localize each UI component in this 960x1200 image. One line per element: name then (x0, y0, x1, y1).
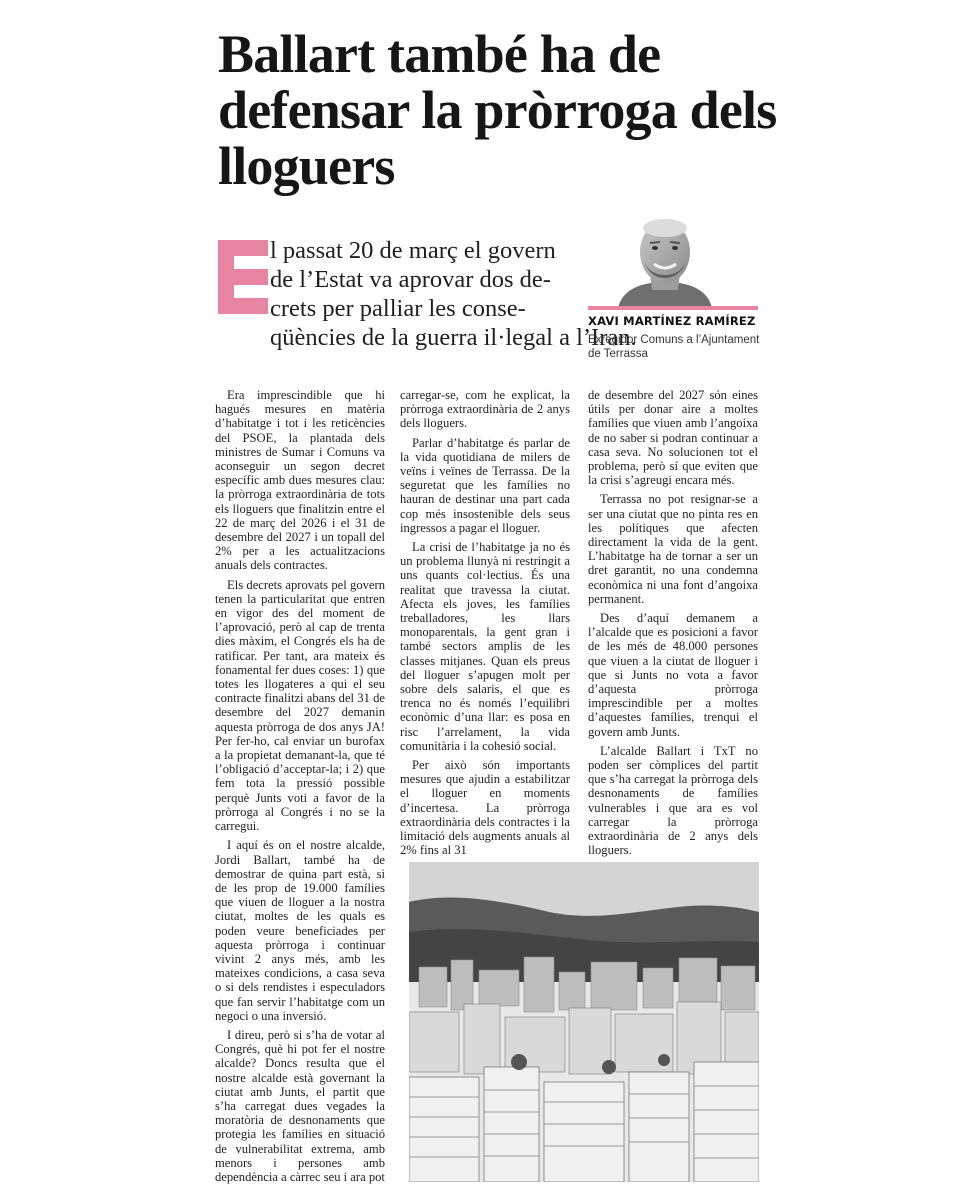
cityscape-photo (409, 862, 759, 1182)
paragraph: Des d’aquí demanem a l’alcalde que es posicioni a favor de les més de 48.000 persones que viuen a la ciutat de lloguer i que si Junts no vota a favor d’aquesta pròrroga imprescindible per a moltes d’aquestes famílies, trenqui el govern amb Junts. (588, 611, 758, 739)
lede-line-4: qüències de la guerra il·legal a l’Iran. (270, 324, 637, 351)
author-role: Exregidor Comuns a l’Ajuntament de Terrassa (588, 334, 760, 360)
paragraph: I aquí és on el nostre alcalde, Jordi Ballart, també ha de demostrar de quina part està, si de les prop de 19.000 famílies que viuen de lloguer a la nostra ciutat, moltes de les quals es poden veure beneficiades per aquesta pròrroga i continuar vivint 2 anys més, amb les mateixes condicions, a casa seva o si dels rendistes i especuladors que fan servir l’habitatge com un negoci o una inversió. (215, 838, 385, 1023)
body-column-2 (400, 388, 570, 863)
paragraph: La crisi de l’habitatge ja no és un problema llunyà ni restringit a uns quants col·lectius. És una realitat que travessa la ciutat. Afecta els joves, les famílies treballadores, les llars monoparentals, la gent gran i també sectors amplis de les classes mitjanes. Quan els preus del lloguer s’apugen molt per sobre dels salaris, el que es trenca no és només l’equilibri econòmic d’una llar: es posa en risc l’arrelament, la vida comunitària i la cohesió social. (400, 540, 570, 753)
headline: Ballart també ha de defensar la pròrroga dels lloguers (218, 24, 777, 196)
author-name: XAVI MARTÍNEZ RAMÍREZ (588, 314, 756, 328)
lede-line-3: crets per palliar les conse- (270, 295, 526, 322)
body-column-3 (588, 388, 758, 863)
paragraph: Parlar d’habitatge és parlar de la vida quotidiana de milers de veïns i veïnes de Terrassa. De la seguretat que les famílies no hauran de destinar una part cada cop més insostenible dels seus ingressos a pagar el lloguer. (400, 435, 570, 535)
dropcap-letter-e-glyph (218, 240, 268, 314)
paragraph: de desembre del 2027 són eines útils per donar aire a moltes famílies que viuen amb l’angoixa de no saber si podran continuar a casa seva. No solucionen tot el problema, però sí que eviten que la crisi s’agreugi encara més. (588, 388, 758, 488)
author-accent-rule (588, 306, 758, 310)
paragraph: L’alcalde Ballart i TxT no poden ser còmplices del partit que s’ha carregat la pròrroga dels desnonaments de famílies vulnerables i que ara es vol carregar la pròrroga extraordinària de 2 anys dels lloguers. (588, 743, 758, 858)
body-column-1 (215, 388, 385, 1189)
lede-line-1: l passat 20 de març el govern (270, 237, 556, 264)
author-photo (610, 208, 720, 308)
paragraph: Els decrets aprovats pel govern tenen la particularitat que entren en vigor des del moment de l’aprovació, però al cap de trenta dies màxim, el Congrés els ha de ratificar. Per tant, ara mateix és fonamental fer dues coses: 1) que totes les llogateres a qui el seu contracte finalitzi abans del 31 de desembre del 2027 demanin aquesta pròrroga de dos anys JA! Per fer-ho, cal enviar un burofax a la propietat demanant-la, que té l’obligació d’acceptar-la; i 2) que fem tota la pressió possible perquè Junts voti a favor de la pròrroga al Congrés i no se la carregui. (215, 577, 385, 834)
paragraph: Terrassa no pot resignar-se a ser una ciutat que no pinta res en les polítiques que afecten directament la vida de la gent. L’habitatge ha de tornar a ser un dret garantit, no una condemna econòmica ni una font d’angoixa permanent. (588, 492, 758, 606)
dropcap-gap-top (234, 256, 268, 269)
lede-line-2: de l’Estat va aprovar dos de- (270, 266, 551, 293)
dropcap-gap-bottom (234, 285, 268, 298)
paragraph: Per això són importants mesures que ajudin a estabilitzar el lloguer en moments d’incertesa. La pròrroga extraordinària dels contractes i la limitació dels augments anuals al 2% fins al 31 (400, 758, 570, 858)
dropcap (218, 240, 268, 314)
paragraph: Era imprescindible que hi hagués mesures en matèria d’habitatge i tot i les reticències del PSOE, la plantada dels ministres de Sumar i Comuns va aconseguir un segon decret específic amb dues mesures clau: la pròrroga extraordinària de tots els lloguers que finalitzin entre el 22 de març del 2026 i el 31 de desembre del 2027 i un topall del 2% per a les actualitzacions anuals dels contractes. (215, 388, 385, 573)
paragraph: carregar-se, com he explicat, la pròrroga extraordinària de 2 anys dels lloguers. (400, 388, 570, 431)
lede (270, 236, 637, 352)
paragraph: I direu, però si s’ha de votar al Congrés, què hi pot fer el nostre alcalde? Doncs resulta que el nostre alcalde està governant la ciutat amb Junts, el partit que s’ha carregat dues vegades la moratòria de desnonaments que protegia les famílies en situació de vulnerabilitat extrema, amb menors i persones amb dependència a càrrec seu i ara pot (215, 1027, 385, 1184)
